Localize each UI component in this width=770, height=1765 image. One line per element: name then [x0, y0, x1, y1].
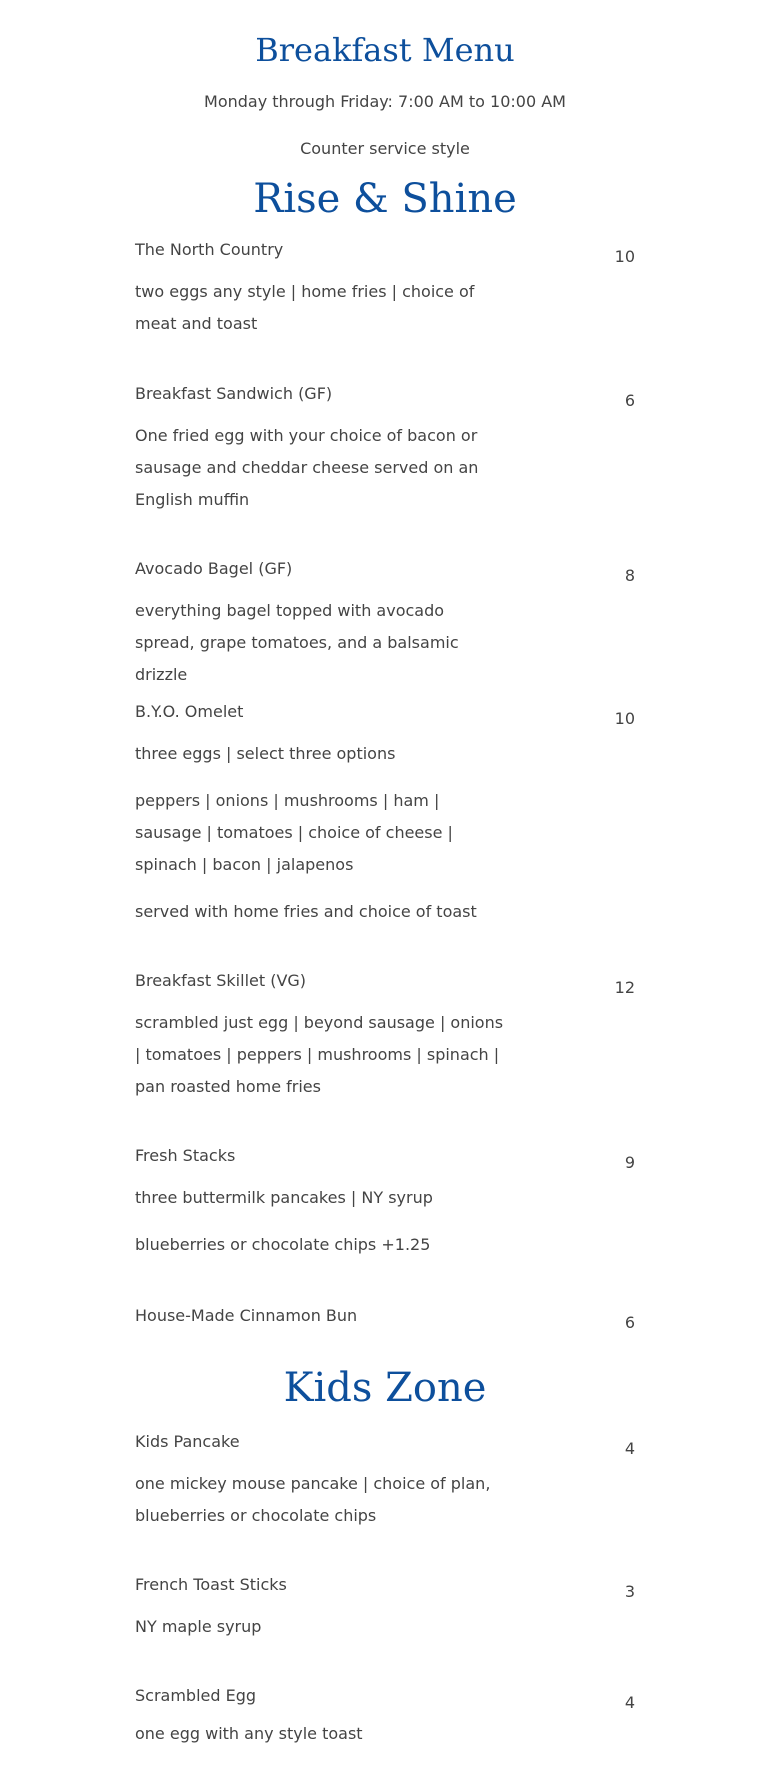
menu-item-byo-omelet	[135, 700, 635, 943]
item-description-line: NY maple syrup	[135, 1617, 262, 1636]
item-description	[135, 738, 505, 928]
menu-item-french-toast-sticks	[135, 1573, 635, 1658]
item-price: 8	[624, 566, 635, 585]
item-price: 10	[614, 247, 635, 266]
item-price: 6	[624, 1313, 635, 1332]
item-description	[135, 1007, 505, 1103]
item-price: 4	[624, 1693, 635, 1712]
item-name: Breakfast Skillet (VG)	[135, 971, 307, 990]
item-description-line: one mickey mouse pancake | choice of plan, blueberries or chocolate chips	[135, 1474, 491, 1525]
item-name: Breakfast Sandwich (GF)	[135, 384, 333, 403]
service-style: Counter service style	[300, 139, 470, 158]
menu-item-the-north-country	[135, 238, 635, 355]
item-description-line: two eggs any style | home fries | choice of meat and toast	[135, 282, 475, 333]
menu-item-breakfast-skillet	[135, 969, 635, 1118]
item-description-line: one egg with any style toast	[135, 1724, 363, 1743]
menu-item-avocado-bagel	[135, 557, 635, 706]
item-description-line: scrambled just egg | beyond sausage | onions | tomatoes | peppers | mushrooms | spinach | pan roasted home fries	[135, 1013, 504, 1096]
item-description	[135, 1611, 505, 1643]
item-description	[135, 1468, 505, 1532]
item-price: 10	[614, 709, 635, 728]
menu-item-fresh-stacks	[135, 1144, 635, 1276]
item-name: Kids Pancake	[135, 1432, 240, 1451]
item-name: French Toast Sticks	[135, 1575, 287, 1594]
item-description	[135, 420, 505, 516]
item-name: The North Country	[135, 240, 284, 259]
item-name: House-Made Cinnamon Bun	[135, 1306, 358, 1325]
menu-item-breakfast-sandwich	[135, 382, 635, 531]
section-title-rise-and-shine: Rise & Shine	[253, 176, 517, 222]
item-description	[135, 1718, 505, 1750]
item-price: 12	[614, 978, 635, 997]
item-description-line: peppers | onions | mushrooms | ham | sausage | tomatoes | choice of cheese | spinach | bacon | jalapenos	[135, 791, 453, 874]
item-description	[135, 595, 505, 691]
item-price: 6	[624, 391, 635, 410]
item-description-line: One fried egg with your choice of bacon or sausage and cheddar cheese served on an English muffin	[135, 426, 479, 509]
item-name: Avocado Bagel (GF)	[135, 559, 293, 578]
item-name: B.Y.O. Omelet	[135, 702, 244, 721]
item-description-line: three eggs | select three options	[135, 744, 396, 763]
item-description-line: blueberries or chocolate chips +1.25	[135, 1235, 431, 1254]
item-price: 3	[624, 1582, 635, 1601]
item-description-line: served with home fries and choice of toast	[135, 902, 477, 921]
item-description	[135, 1182, 505, 1261]
item-description-line: everything bagel topped with avocado spread, grape tomatoes, and a balsamic drizzle	[135, 601, 459, 684]
item-name: Scrambled Egg	[135, 1686, 257, 1705]
section-title-kids-zone: Kids Zone	[283, 1365, 487, 1411]
service-hours: Monday through Friday: 7:00 AM to 10:00 AM	[204, 92, 566, 111]
item-price: 9	[624, 1153, 635, 1172]
menu-item-cinnamon-bun	[135, 1304, 635, 1332]
menu-item-scrambled-egg	[135, 1684, 635, 1765]
item-description	[135, 276, 505, 340]
menu-item-kids-pancake	[135, 1430, 635, 1547]
page-title: Breakfast Menu	[255, 31, 515, 69]
item-description-line: three buttermilk pancakes | NY syrup	[135, 1188, 433, 1207]
item-price: 4	[624, 1439, 635, 1458]
item-name: Fresh Stacks	[135, 1146, 236, 1165]
